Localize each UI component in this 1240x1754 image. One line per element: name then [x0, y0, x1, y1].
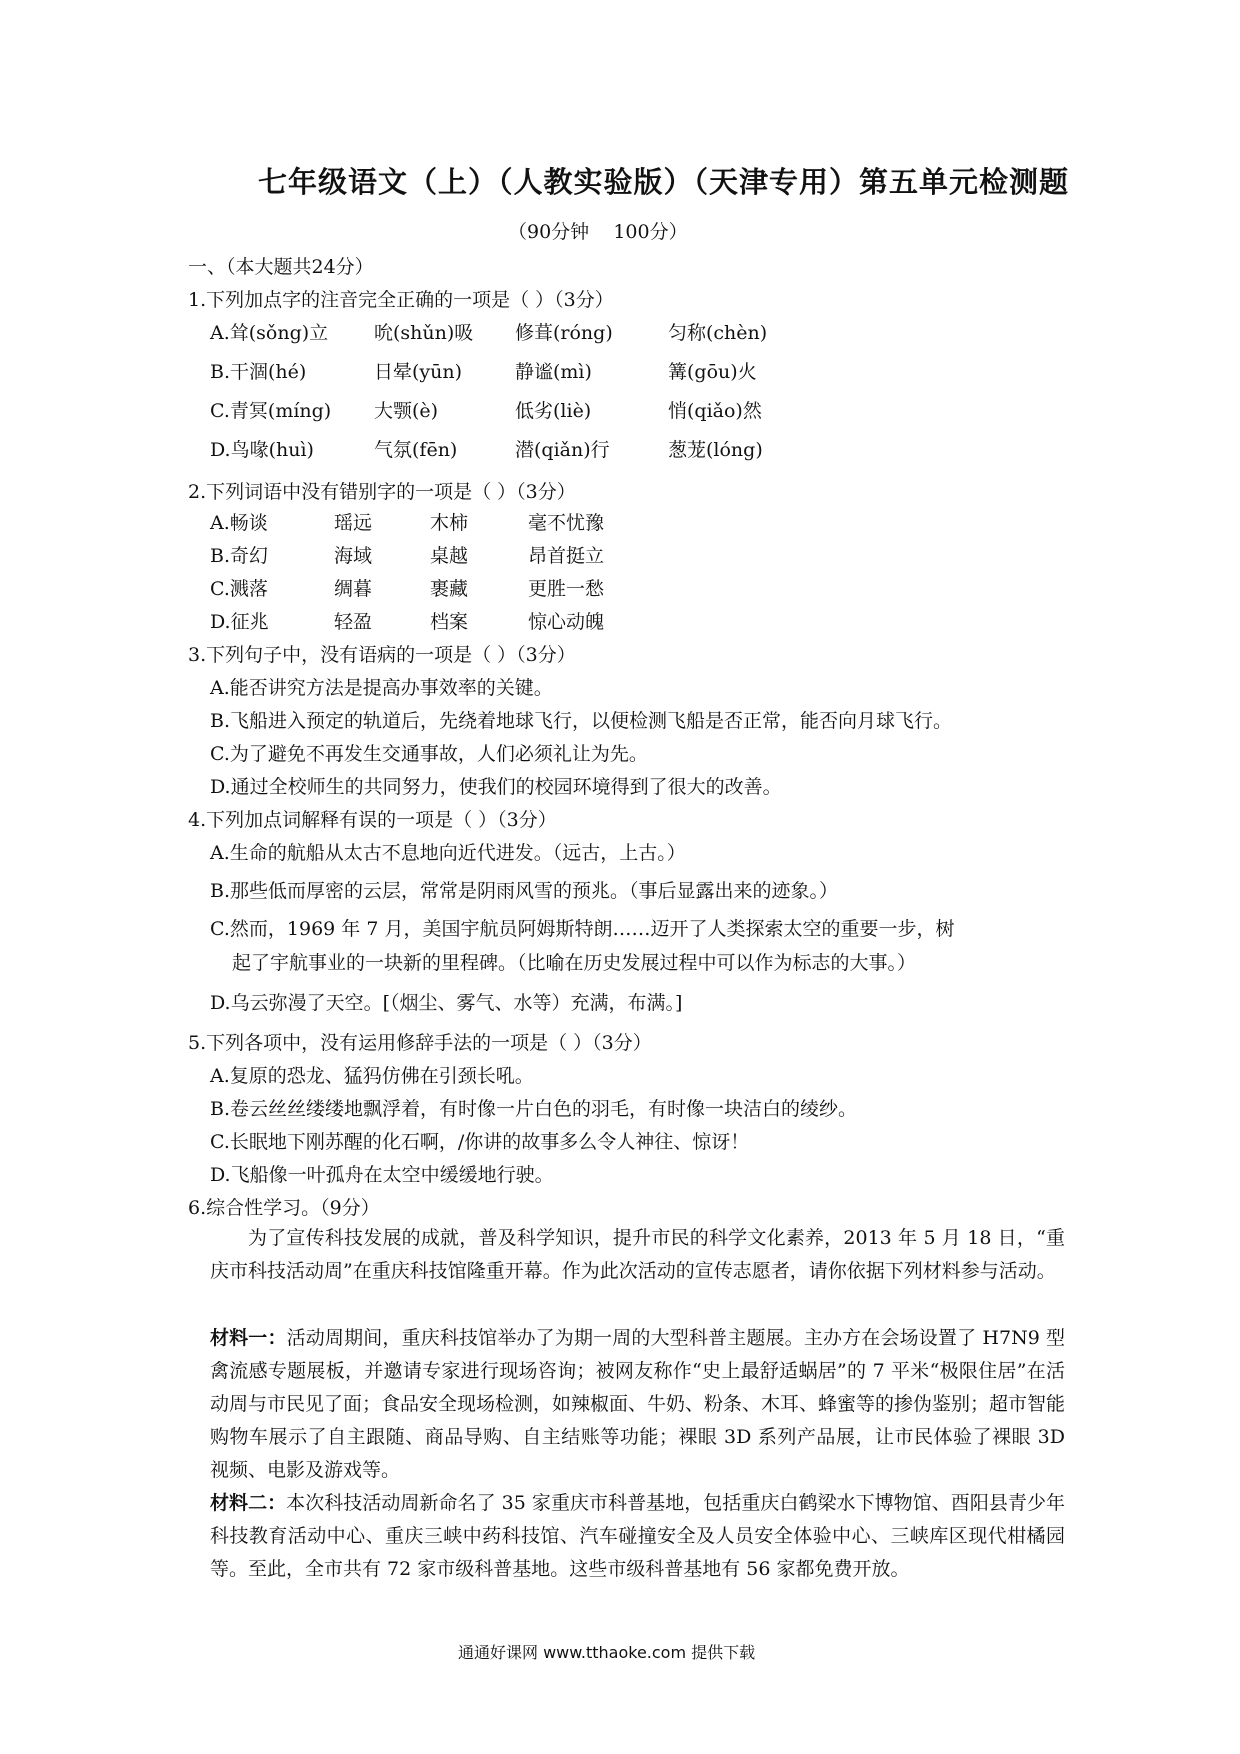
option-cell: 惊心动魄: [528, 611, 605, 633]
option-cell: 海域: [334, 545, 373, 567]
option-cell: 瑶远: [334, 512, 373, 534]
question-5-stem: 5.下列各项中，没有运用修辞手法的一项是（ ）（3分）: [188, 1032, 652, 1054]
question-1-stem: 1.下列加点字的注音完全正确的一项是（ ）（3分）: [188, 289, 614, 311]
question-5-option-c: C.长眠地下刚苏醒的化石啊，/你讲的故事多么令人神往、惊讶！: [210, 1131, 750, 1153]
question-3-option-a: A.能否讲究方法是提高办事效率的关键。: [210, 677, 553, 699]
option-cell: 轻盈: [334, 611, 373, 633]
question-4-stem: 4.下列加点词解释有误的一项是（ ）（3分）: [188, 809, 557, 831]
question-4-option-c-line2: 起了宇航事业的一块新的里程碑。（比喻在历史发展过程中可以作为标志的大事。）: [232, 952, 917, 974]
option-cell: A.畅谈: [210, 512, 268, 534]
question-4-option-b: B.那些低而厚密的云层，常常是阴雨风雪的预兆。（事后显露出来的迹象。）: [210, 880, 839, 902]
option-cell: 修葺(róng): [515, 322, 613, 344]
option-cell: 昂首挺立: [528, 545, 605, 567]
page-title: 七年级语文（上）（人教实验版）（天津专用）第五单元检测题: [258, 165, 1070, 199]
material-2-text: 本次科技活动周新命名了 35 家重庆市科普基地，包括重庆白鹤梁水下博物馆、酉阳县青少年科技教育活动中心、重庆三峡中药科技馆、汽车碰撞安全及人员安全体验中心、三峡库区现代柑橘园等。至此，全市共有 72 家市级科普基地。这些市级科普基地有 56 家都免费开放。: [210, 1492, 1065, 1580]
page-footer: 通通好课网 www.tthaoke.com 提供下载: [458, 1643, 756, 1662]
option-cell: 日晕(yūn): [374, 361, 463, 383]
option-cell: 木柿: [430, 512, 469, 534]
option-cell: B.奇幻: [210, 545, 269, 567]
option-cell: 更胜一愁: [528, 578, 605, 600]
option-cell: A.耸(sǒng)立: [210, 322, 329, 344]
question-3-option-d: D.通过全校师生的共同努力，使我们的校园环境得到了很大的改善。: [210, 776, 782, 798]
option-cell: 静谧(mì): [515, 361, 592, 383]
option-cell: 篝(gōu)火: [668, 361, 757, 383]
option-cell: 吮(shǔn)吸: [374, 322, 474, 344]
question-4-option-a: A.生命的航船从太古不息地向近代进发。（远古，上古。）: [210, 842, 686, 864]
question-3-stem: 3.下列句子中，没有语病的一项是（ ）（3分）: [188, 644, 576, 666]
option-cell: D.征兆: [210, 611, 269, 633]
question-4-option-c-line1: C.然而，1969 年 7 月，美国宇航员阿姆斯特朗……迈开了人类探索太空的重要一步，树: [210, 918, 955, 940]
option-cell: 悄(qiǎo)然: [668, 400, 762, 422]
question-5-option-d: D.飞船像一叶孤舟在太空中缓缓地行驶。: [210, 1164, 554, 1186]
exam-duration-score: （90分钟 100分）: [508, 221, 688, 243]
question-6-stem: 6.综合性学习。（9分）: [188, 1197, 380, 1219]
material-1-label: 材料一：: [210, 1327, 287, 1349]
question-3-option-c: C.为了避免不再发生交通事故，人们必须礼让为先。: [210, 743, 648, 765]
question-5-option-b: B.卷云丝丝缕缕地飘浮着，有时像一片白色的羽毛，有时像一块洁白的绫纱。: [210, 1098, 858, 1120]
material-1: [210, 1322, 1065, 1487]
option-cell: 裹藏: [430, 578, 469, 600]
question-2-stem: 2.下列词语中没有错别字的一项是（ ）（3分）: [188, 481, 576, 503]
option-cell: 绸暮: [334, 578, 373, 600]
option-cell: 档案: [430, 611, 469, 633]
option-cell: 气氛(fēn): [374, 439, 458, 461]
option-cell: 匀称(chèn): [668, 322, 768, 344]
material-2: [210, 1487, 1065, 1586]
option-cell: 低劣(liè): [515, 400, 592, 422]
option-cell: 大颚(è): [374, 400, 439, 422]
question-3-option-b: B.飞船进入预定的轨道后，先绕着地球飞行，以便检测飞船是否正常，能否向月球飞行。: [210, 710, 953, 732]
option-cell: 葱茏(lóng): [668, 439, 763, 461]
option-cell: B.干涸(hé): [210, 361, 307, 383]
question-6-intro: 为了宣传科技发展的成就，普及科学知识，提升市民的科学文化素养，2013 年 5 月 18 日，“重庆市科技活动周”在重庆科技馆隆重开幕。作为此次活动的宣传志愿者，请你依据下列材料参与活动。: [210, 1227, 1065, 1282]
option-cell: 潜(qiǎn)行: [515, 439, 610, 461]
question-5-option-a: A.复原的恐龙、猛犸仿佛在引颈长吼。: [210, 1065, 534, 1087]
option-cell: 桌越: [430, 545, 469, 567]
option-cell: C.青冥(míng): [210, 400, 332, 422]
section-heading: 一、（本大题共24分）: [188, 256, 374, 278]
option-cell: 毫不忧豫: [528, 512, 605, 534]
material-2-label: 材料二：: [210, 1492, 287, 1514]
question-4-option-d: D.乌云弥漫了天空。[（烟尘、雾气、水等）充满，布满。]: [210, 992, 683, 1014]
option-cell: C.溅落: [210, 578, 268, 600]
material-1-text: 活动周期间，重庆科技馆举办了为期一周的大型科普主题展。主办方在会场设置了 H7N9 型禽流感专题展板，并邀请专家进行现场咨询；被网友称作“史上最舒适蜗居”的 7 平米“极限住居”在活动周与市民见了面；食品安全现场检测，如辣椒面、牛奶、粉条、木耳、蜂蜜等的掺伪鉴别；超市智能购物车展示了自主跟随、商品导购、自主结账等功能；裸眼 3D 系列产品展，让市民体验了裸眼 3D 视频、电影及游戏等。: [210, 1327, 1066, 1481]
option-cell: D.鸟喙(huì): [210, 439, 314, 461]
